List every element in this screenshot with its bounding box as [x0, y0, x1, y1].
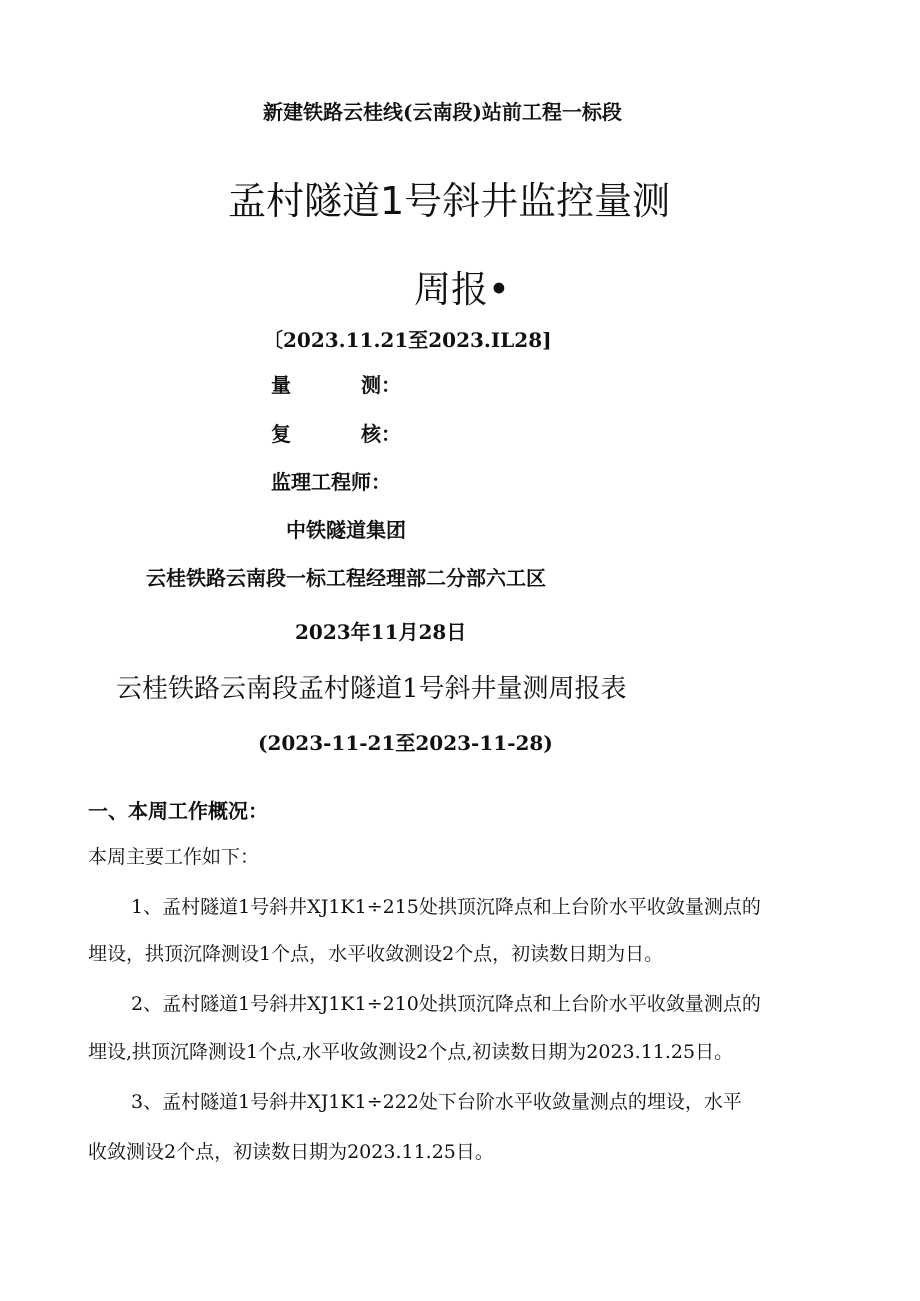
work-item-3-line-1: 3、孟村隧道1号斜井XJ1K1÷222处下台阶水平收敛量测点的埋设，水平: [131, 1091, 742, 1113]
work-item-2-line-2: 埋设,拱顶沉降测设1个点,水平收敛测设2个点,初读数日期为2023.11.25日。: [88, 1041, 734, 1063]
section-intro: 本周主要工作如下：: [88, 846, 260, 868]
department-name: 云桂铁路云南段一标工程经理部二分部六工区: [146, 566, 546, 590]
work-item-1-line-2: 埋设，拱顶沉降测设1个点，水平收敛测设2个点，初读数日期为日。: [88, 943, 664, 965]
table-period: (2023-11-21至2023-11-28): [258, 731, 553, 755]
report-title: 孟村隧道1号斜井监控量测: [228, 179, 671, 223]
report-period: 〔2023.11.21至2023.IL28]: [263, 328, 552, 352]
report-date: 2023年11月28日: [295, 620, 467, 644]
report-subtitle: 周报•: [414, 268, 510, 311]
signature-review-label-1: 复: [271, 422, 291, 446]
table-title: 云桂铁路云南段孟村隧道1号斜井量测周报表: [116, 674, 627, 704]
company-name: 中铁隧道集团: [286, 518, 406, 542]
work-item-3-line-2: 收敛测设2个点，初读数日期为2023.11.25日。: [88, 1141, 494, 1163]
signature-measure-label-1: 量: [271, 373, 291, 397]
signature-measure-label-2: 测：: [361, 373, 401, 397]
signature-supervisor-label: 监理工程师：: [271, 470, 391, 494]
section-heading: 一、本周工作概况：: [88, 799, 268, 823]
project-name: 新建铁路云桂线(云南段)站前工程一标段: [263, 100, 622, 124]
work-item-1-line-1: 1、孟村隧道1号斜井XJ1K1÷215处拱顶沉降点和上台阶水平收敛量测点的: [131, 896, 761, 918]
signature-review-label-2: 核：: [361, 422, 401, 446]
work-item-2-line-1: 2、孟村隧道1号斜井XJ1K1÷210处拱顶沉降点和上台阶水平收敛量测点的: [131, 993, 761, 1015]
